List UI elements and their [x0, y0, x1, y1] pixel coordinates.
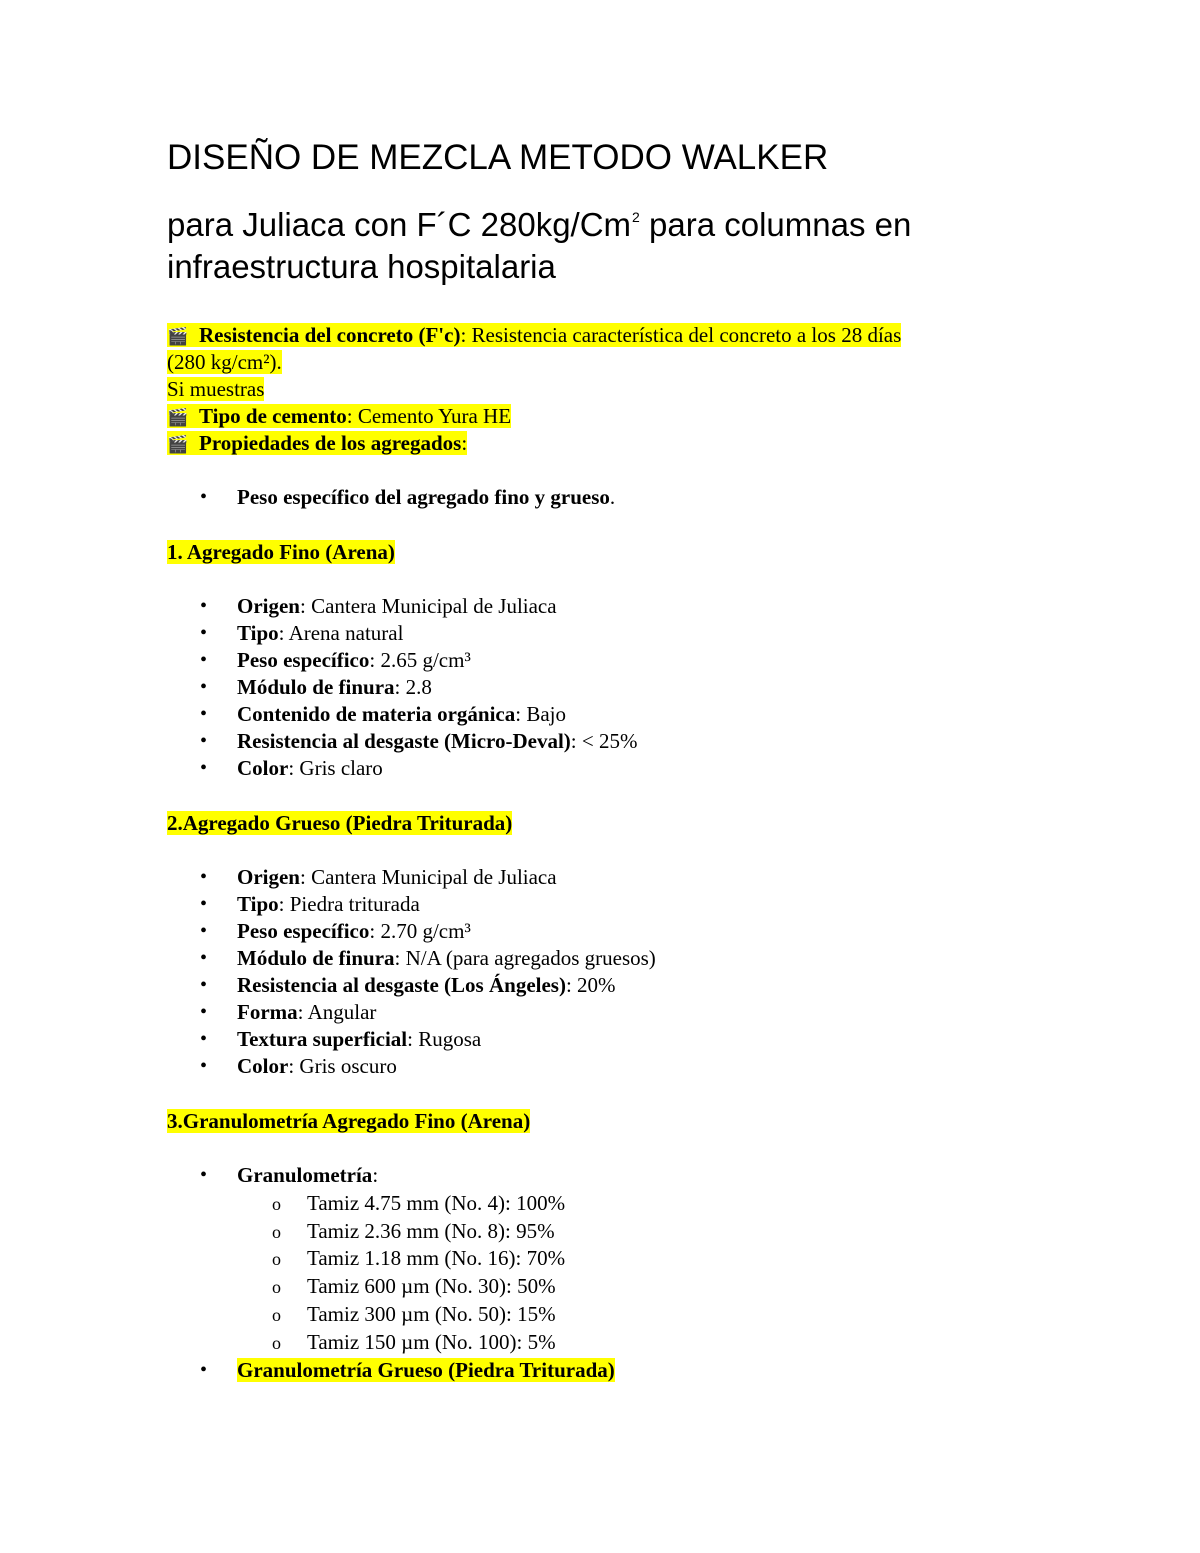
agregados-text: : — [461, 431, 468, 455]
si-muestras-text: Si muestras — [167, 377, 265, 401]
list-item: • Resistencia al desgaste (Los Ángeles): 20% — [200, 973, 616, 997]
clapperboard-icon: 🎬 — [167, 327, 189, 346]
section-heading-grueso: 2.Agregado Grueso (Piedra Triturada) — [167, 811, 513, 835]
sieve-item: o Tamiz 1.18 mm (No. 16): 70% — [307, 1245, 565, 1272]
clapperboard-icon: 🎬 — [167, 408, 189, 427]
cemento-label: Tipo de cemento — [199, 404, 347, 428]
resistencia-label: Resistencia del concreto (F'c) — [199, 323, 461, 347]
list-item: • Origen: Cantera Municipal de Juliaca — [200, 594, 557, 618]
section-heading-granulometria: 3.Granulometría Agregado Fino (Arena) — [167, 1109, 531, 1133]
hollow-bullet-icon: o — [272, 1305, 281, 1325]
list-item — [200, 1357, 615, 1384]
bullet-icon: • — [200, 649, 208, 671]
list-item: • Módulo de finura: 2.8 — [200, 675, 432, 699]
list-item: • Granulometría: — [200, 1163, 379, 1187]
list-item: • Forma: Angular — [200, 1000, 377, 1024]
clapperboard-icon: 🎬 — [167, 435, 189, 454]
bullet-icon: • — [200, 1164, 208, 1186]
hollow-bullet-icon: o — [272, 1249, 281, 1269]
bullet-icon: • — [200, 947, 208, 969]
list-item: • Tipo: Arena natural — [200, 621, 404, 645]
bullet-icon: • — [200, 757, 208, 779]
document-title: DISEÑO DE MEZCLA METODO WALKER — [167, 138, 829, 177]
hollow-bullet-icon: o — [272, 1194, 281, 1214]
bullet-icon: • — [200, 730, 208, 752]
bullet-icon: • — [200, 893, 208, 915]
subtitle-superscript: 2 — [632, 209, 640, 225]
agregados-label: Propiedades de los agregados — [199, 431, 462, 455]
granulometria-grueso-heading: Granulometría Grueso (Piedra Triturada) — [237, 1358, 615, 1382]
si-muestras-line — [167, 376, 264, 402]
resistencia-value: (280 kg/cm²). — [167, 350, 282, 374]
list-item: • Textura superficial: Rugosa — [200, 1027, 482, 1051]
hollow-bullet-icon: o — [272, 1222, 281, 1242]
bullet-icon: • — [200, 866, 208, 888]
bullet-icon: • — [200, 1001, 208, 1023]
list-item: • Módulo de finura: N/A (para agregados gruesos) — [200, 946, 656, 970]
list-item: • Peso específico: 2.70 g/cm³ — [200, 919, 471, 943]
list-item: • Contenido de materia orgánica: Bajo — [200, 702, 566, 726]
list-item: • Tipo: Piedra triturada — [200, 892, 420, 916]
sieve-item: o Tamiz 4.75 mm (No. 4): 100% — [307, 1190, 565, 1217]
document-subtitle — [167, 196, 1047, 288]
bullet-icon: • — [200, 1359, 208, 1381]
bullet-icon: • — [200, 1055, 208, 1077]
bullet-icon: • — [200, 703, 208, 725]
bullet-icon: • — [200, 486, 208, 508]
bullet-icon: • — [200, 920, 208, 942]
list-item: • Color: Gris claro — [200, 756, 383, 780]
bullet-icon: • — [200, 974, 208, 996]
bullet-icon: • — [200, 622, 208, 644]
list-item: • Origen: Cantera Municipal de Juliaca — [200, 865, 557, 889]
list-item: • Peso específico: 2.65 g/cm³ — [200, 648, 471, 672]
bullet-icon: • — [200, 595, 208, 617]
hollow-bullet-icon: o — [272, 1277, 281, 1297]
bullet-icon: • — [200, 676, 208, 698]
hollow-bullet-icon: o — [272, 1333, 281, 1353]
sieve-item: o Tamiz 600 µm (No. 30): 50% — [307, 1273, 556, 1300]
resistencia-line-2 — [167, 349, 282, 375]
agregados-line — [167, 430, 467, 458]
resistencia-text: : Resistencia característica del concreto a los 28 días — [460, 323, 902, 347]
bullet-icon: • — [200, 1028, 208, 1050]
list-item: • Peso específico del agregado fino y grueso. — [200, 485, 616, 509]
list-item: • Resistencia al desgaste (Micro-Deval): < 25% — [200, 729, 638, 753]
list-item: • Color: Gris oscuro — [200, 1054, 397, 1078]
sieve-item: o Tamiz 300 µm (No. 50): 15% — [307, 1301, 556, 1328]
sieve-item: o Tamiz 150 µm (No. 100): 5% — [307, 1329, 556, 1356]
subtitle-part-b: para columnas en infraestructura hospitalaria — [167, 206, 912, 285]
cemento-text: : Cemento Yura HE — [346, 404, 512, 428]
subtitle-part-a: para Juliaca con F´C 280kg/Cm — [167, 206, 632, 243]
resistencia-line — [167, 322, 901, 350]
sieve-item: o Tamiz 2.36 mm (No. 8): 95% — [307, 1218, 555, 1245]
section-heading-fino: 1. Agregado Fino (Arena) — [167, 540, 395, 564]
cemento-line — [167, 403, 511, 431]
